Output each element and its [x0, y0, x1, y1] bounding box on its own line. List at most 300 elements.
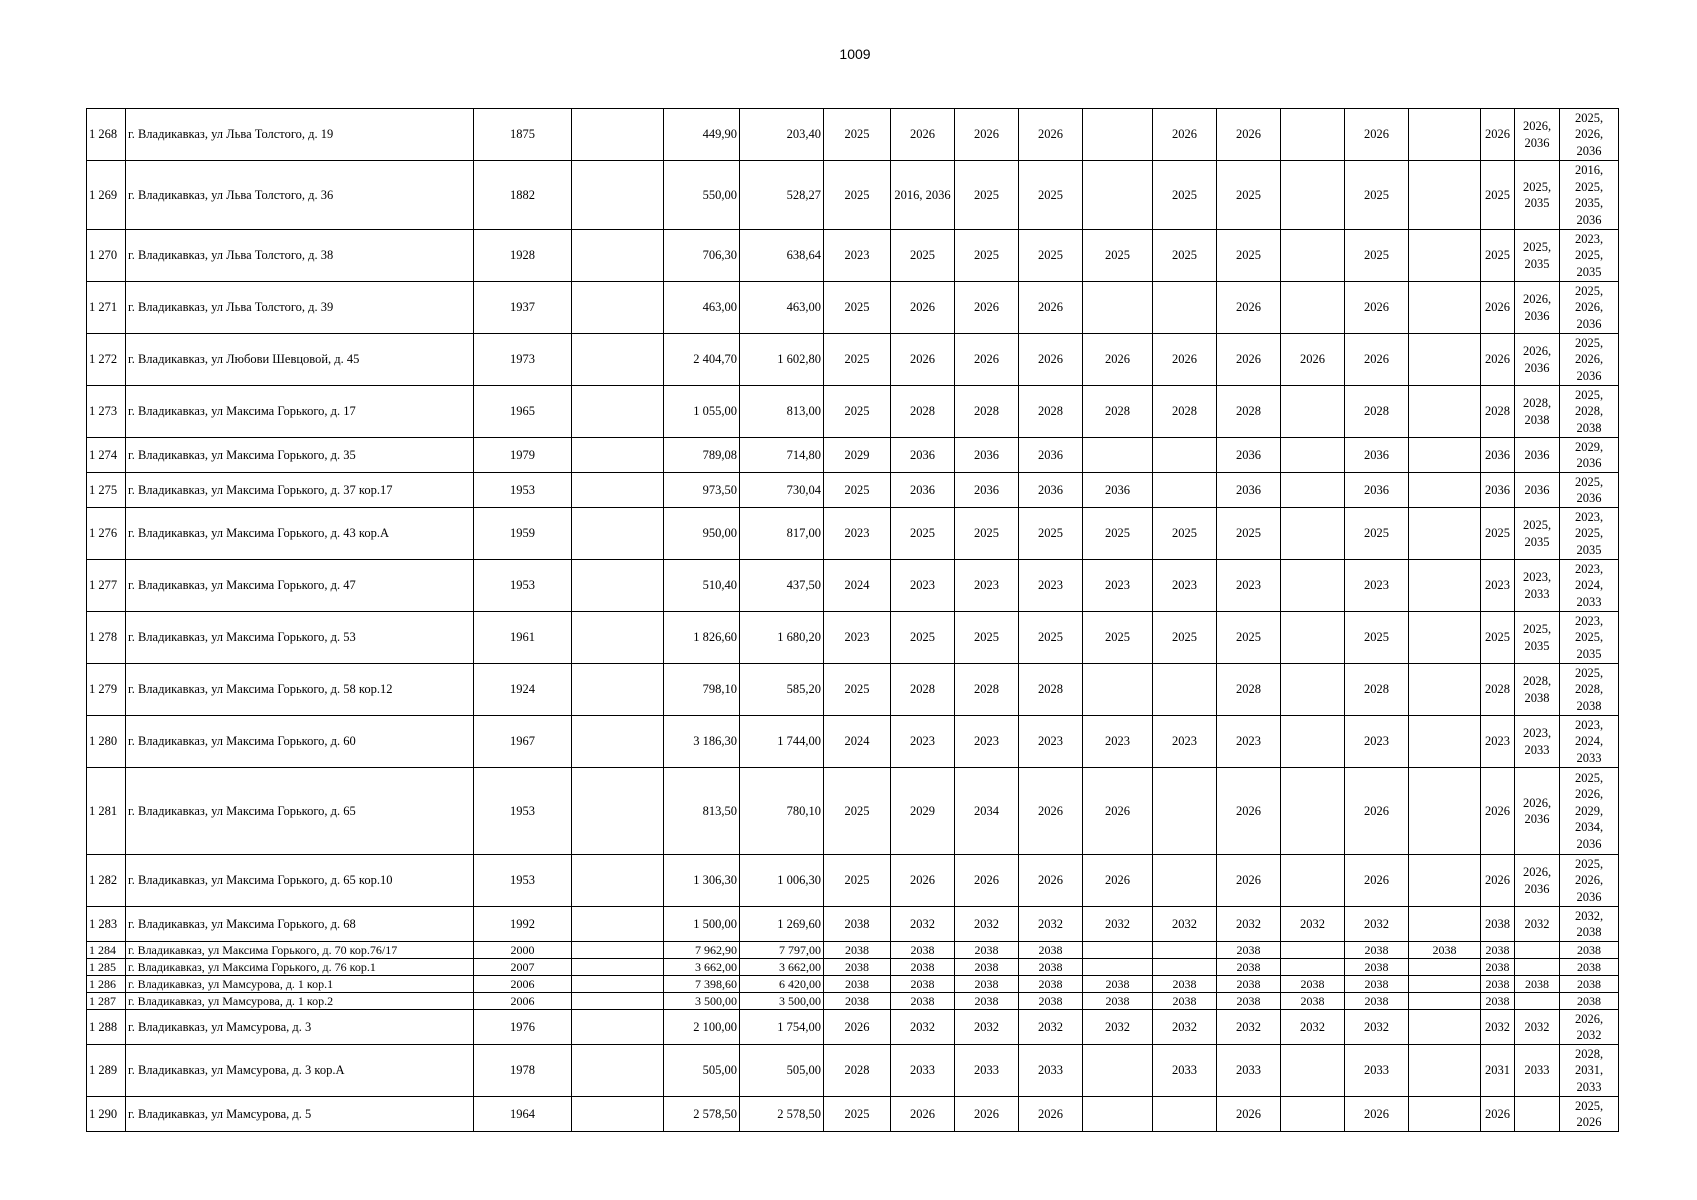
year-cell: 2026 — [1217, 768, 1281, 855]
year-cell: 2032 — [1515, 1010, 1560, 1045]
blank-cell — [572, 976, 664, 993]
build-year-cell: 1953 — [474, 855, 572, 907]
living-area-cell: 7 797,00 — [740, 942, 824, 959]
year-cell: 2038 — [1515, 976, 1560, 993]
year-cell — [1083, 161, 1153, 230]
year-cell: 2023, 2033 — [1515, 716, 1560, 768]
build-year-cell: 1928 — [474, 230, 572, 282]
row-number: 1 270 — [87, 230, 126, 282]
year-cell: 2025, 2035 — [1515, 612, 1560, 664]
year-cell: 2028 — [1481, 386, 1515, 438]
year-cell: 2025 — [1083, 230, 1153, 282]
year-cell — [1153, 1097, 1217, 1132]
build-year-cell: 1976 — [474, 1010, 572, 1045]
year-cell: 2032 — [1217, 907, 1281, 942]
table-row — [87, 560, 1619, 612]
address-cell: г. Владикавказ, ул Максима Горького, д. 47 — [126, 560, 474, 612]
year-cell: 2026 — [1345, 334, 1409, 386]
year-cell: 2033 — [1153, 1045, 1217, 1097]
year-cell: 2025 — [824, 334, 891, 386]
total-area-cell: 1 826,60 — [664, 612, 740, 664]
year-cell: 2028 — [824, 1045, 891, 1097]
year-cell — [1153, 282, 1217, 334]
year-cell: 2038 — [891, 942, 955, 959]
living-area-cell: 1 006,30 — [740, 855, 824, 907]
year-cell: 2038 — [824, 993, 891, 1010]
table-row — [87, 716, 1619, 768]
year-cell: 2023 — [1345, 560, 1409, 612]
year-cell — [1409, 230, 1481, 282]
year-cell: 2032 — [1083, 1010, 1153, 1045]
row-number: 1 271 — [87, 282, 126, 334]
year-cell: 2028 — [1153, 386, 1217, 438]
year-cell: 2016, 2025, 2035, 2036 — [1560, 161, 1619, 230]
year-cell: 2025 — [891, 508, 955, 560]
year-cell: 2026 — [955, 855, 1019, 907]
year-cell: 2038 — [1281, 976, 1345, 993]
year-cell: 2038 — [1019, 959, 1083, 976]
year-cell: 2025 — [1481, 161, 1515, 230]
year-cell: 2032 — [1281, 1010, 1345, 1045]
year-cell: 2023 — [1345, 716, 1409, 768]
year-cell: 2038 — [1560, 959, 1619, 976]
year-cell — [1409, 508, 1481, 560]
address-cell: г. Владикавказ, ул Максима Горького, д. 60 — [126, 716, 474, 768]
blank-cell — [572, 1010, 664, 1045]
year-cell: 2028 — [891, 664, 955, 716]
year-cell: 2038 — [824, 976, 891, 993]
year-cell: 2026 — [955, 334, 1019, 386]
blank-cell — [572, 473, 664, 508]
living-area-cell: 780,10 — [740, 768, 824, 855]
year-cell: 2038 — [891, 976, 955, 993]
total-area-cell: 3 186,30 — [664, 716, 740, 768]
year-cell: 2028, 2038 — [1515, 386, 1560, 438]
year-cell: 2025, 2026, 2036 — [1560, 334, 1619, 386]
year-cell — [1281, 664, 1345, 716]
year-cell: 2028 — [1345, 664, 1409, 716]
year-cell: 2023, 2033 — [1515, 560, 1560, 612]
year-cell: 2023 — [891, 560, 955, 612]
build-year-cell: 1964 — [474, 1097, 572, 1132]
living-area-cell: 1 602,80 — [740, 334, 824, 386]
year-cell — [1409, 386, 1481, 438]
row-number: 1 286 — [87, 976, 126, 993]
build-year-cell: 1953 — [474, 560, 572, 612]
year-cell: 2025 — [1217, 612, 1281, 664]
table-row — [87, 161, 1619, 230]
year-cell: 2025 — [824, 282, 891, 334]
year-cell: 2036 — [1019, 438, 1083, 473]
year-cell — [1153, 473, 1217, 508]
table-row — [87, 907, 1619, 942]
year-cell: 2025 — [824, 109, 891, 161]
year-cell — [1409, 473, 1481, 508]
year-cell: 2026 — [1345, 109, 1409, 161]
address-cell: г. Владикавказ, ул Максима Горького, д. 53 — [126, 612, 474, 664]
address-cell: г. Владикавказ, ул Любови Шевцовой, д. 45 — [126, 334, 474, 386]
blank-cell — [572, 1097, 664, 1132]
build-year-cell: 1953 — [474, 768, 572, 855]
year-cell: 2023 — [1019, 716, 1083, 768]
year-cell — [1153, 942, 1217, 959]
year-cell: 2023 — [1083, 716, 1153, 768]
year-cell: 2025 — [1153, 508, 1217, 560]
table-body — [87, 109, 1619, 1132]
table-row — [87, 993, 1619, 1010]
table-row — [87, 664, 1619, 716]
year-cell: 2025 — [1019, 230, 1083, 282]
year-cell: 2025 — [1345, 508, 1409, 560]
total-area-cell: 789,08 — [664, 438, 740, 473]
year-cell: 2038 — [1481, 976, 1515, 993]
year-cell: 2023, 2025, 2035 — [1560, 230, 1619, 282]
year-cell: 2038 — [1083, 993, 1153, 1010]
year-cell: 2031 — [1481, 1045, 1515, 1097]
blank-cell — [572, 993, 664, 1010]
year-cell: 2026 — [1481, 855, 1515, 907]
year-cell: 2025 — [1217, 161, 1281, 230]
row-number: 1 278 — [87, 612, 126, 664]
year-cell — [1409, 282, 1481, 334]
year-cell: 2038 — [1560, 942, 1619, 959]
year-cell — [1281, 508, 1345, 560]
build-year-cell: 1979 — [474, 438, 572, 473]
year-cell — [1281, 230, 1345, 282]
year-cell — [1281, 386, 1345, 438]
blank-cell — [572, 1045, 664, 1097]
year-cell: 2032 — [1153, 1010, 1217, 1045]
build-year-cell: 1978 — [474, 1045, 572, 1097]
living-area-cell: 463,00 — [740, 282, 824, 334]
living-area-cell: 1 680,20 — [740, 612, 824, 664]
year-cell: 2026 — [824, 1010, 891, 1045]
living-area-cell: 1 744,00 — [740, 716, 824, 768]
living-area-cell: 1 269,60 — [740, 907, 824, 942]
year-cell: 2023 — [824, 612, 891, 664]
build-year-cell: 2000 — [474, 942, 572, 959]
year-cell — [1409, 1010, 1481, 1045]
year-cell — [1083, 438, 1153, 473]
year-cell: 2028 — [955, 386, 1019, 438]
year-cell: 2028 — [1083, 386, 1153, 438]
total-area-cell: 1 055,00 — [664, 386, 740, 438]
year-cell: 2025, 2036 — [1560, 473, 1619, 508]
year-cell: 2028 — [1217, 664, 1281, 716]
living-area-cell: 2 578,50 — [740, 1097, 824, 1132]
year-cell: 2026 — [1083, 768, 1153, 855]
table-row — [87, 386, 1619, 438]
blank-cell — [572, 161, 664, 230]
build-year-cell: 1882 — [474, 161, 572, 230]
year-cell: 2029, 2036 — [1560, 438, 1619, 473]
table-row — [87, 473, 1619, 508]
year-cell: 2023 — [1153, 716, 1217, 768]
year-cell: 2036 — [1217, 438, 1281, 473]
year-cell: 2025 — [824, 664, 891, 716]
year-cell: 2026 — [1019, 282, 1083, 334]
total-area-cell: 798,10 — [664, 664, 740, 716]
address-cell: г. Владикавказ, ул Льва Толстого, д. 36 — [126, 161, 474, 230]
year-cell: 2025 — [1083, 612, 1153, 664]
year-cell: 2025 — [1153, 612, 1217, 664]
year-cell: 2025 — [1481, 508, 1515, 560]
year-cell: 2032 — [955, 907, 1019, 942]
year-cell: 2036 — [1345, 473, 1409, 508]
year-cell — [1281, 473, 1345, 508]
year-cell — [1409, 161, 1481, 230]
year-cell — [1153, 768, 1217, 855]
living-area-cell: 730,04 — [740, 473, 824, 508]
living-area-cell: 714,80 — [740, 438, 824, 473]
table-row — [87, 508, 1619, 560]
total-area-cell: 3 662,00 — [664, 959, 740, 976]
year-cell: 2028 — [1019, 386, 1083, 438]
address-cell: г. Владикавказ, ул Максима Горького, д. 17 — [126, 386, 474, 438]
table-row — [87, 438, 1619, 473]
blank-cell — [572, 612, 664, 664]
year-cell: 2026 — [1217, 1097, 1281, 1132]
address-cell: г. Владикавказ, ул Мамсурова, д. 5 — [126, 1097, 474, 1132]
total-area-cell: 3 500,00 — [664, 993, 740, 1010]
year-cell: 2038 — [891, 959, 955, 976]
year-cell — [1153, 438, 1217, 473]
year-cell — [1083, 959, 1153, 976]
year-cell — [1153, 855, 1217, 907]
year-cell: 2023, 2024, 2033 — [1560, 716, 1619, 768]
table-row — [87, 282, 1619, 334]
year-cell: 2023 — [824, 508, 891, 560]
row-number: 1 277 — [87, 560, 126, 612]
living-area-cell: 1 754,00 — [740, 1010, 824, 1045]
year-cell — [1281, 560, 1345, 612]
table-row — [87, 230, 1619, 282]
year-cell: 2028 — [1019, 664, 1083, 716]
year-cell: 2025, 2035 — [1515, 161, 1560, 230]
year-cell: 2032, 2038 — [1560, 907, 1619, 942]
year-cell: 2038 — [1560, 976, 1619, 993]
year-cell — [1409, 768, 1481, 855]
address-cell: г. Владикавказ, ул Льва Толстого, д. 19 — [126, 109, 474, 161]
year-cell — [1409, 959, 1481, 976]
year-cell — [1409, 334, 1481, 386]
year-cell: 2038 — [1560, 993, 1619, 1010]
year-cell: 2032 — [1019, 907, 1083, 942]
blank-cell — [572, 109, 664, 161]
year-cell: 2023 — [1083, 560, 1153, 612]
year-cell: 2023 — [1217, 560, 1281, 612]
address-cell: г. Владикавказ, ул Мамсурова, д. 3 кор.А — [126, 1045, 474, 1097]
year-cell: 2034 — [955, 768, 1019, 855]
year-cell: 2032 — [891, 1010, 955, 1045]
year-cell: 2038 — [824, 942, 891, 959]
year-cell: 2038 — [1019, 976, 1083, 993]
year-cell — [1281, 1045, 1345, 1097]
year-cell: 2038 — [1409, 942, 1481, 959]
year-cell — [1153, 664, 1217, 716]
year-cell: 2025 — [955, 161, 1019, 230]
living-area-cell: 3 500,00 — [740, 993, 824, 1010]
build-year-cell: 1992 — [474, 907, 572, 942]
year-cell — [1083, 1097, 1153, 1132]
year-cell: 2026 — [1019, 1097, 1083, 1132]
year-cell: 2038 — [891, 993, 955, 1010]
total-area-cell: 510,40 — [664, 560, 740, 612]
year-cell: 2026 — [1019, 855, 1083, 907]
living-area-cell: 3 662,00 — [740, 959, 824, 976]
year-cell: 2032 — [1345, 1010, 1409, 1045]
build-year-cell: 2007 — [474, 959, 572, 976]
blank-cell — [572, 282, 664, 334]
year-cell — [1409, 1045, 1481, 1097]
year-cell — [1281, 959, 1345, 976]
year-cell: 2028 — [891, 386, 955, 438]
year-cell: 2026 — [1345, 1097, 1409, 1132]
build-year-cell: 2006 — [474, 993, 572, 1010]
year-cell: 2033 — [891, 1045, 955, 1097]
year-cell: 2032 — [1153, 907, 1217, 942]
year-cell: 2024 — [824, 716, 891, 768]
year-cell: 2028, 2031, 2033 — [1560, 1045, 1619, 1097]
living-area-cell: 203,40 — [740, 109, 824, 161]
year-cell: 2025, 2035 — [1515, 230, 1560, 282]
year-cell: 2036 — [955, 438, 1019, 473]
year-cell — [1083, 109, 1153, 161]
year-cell — [1409, 976, 1481, 993]
year-cell: 2026, 2036 — [1515, 855, 1560, 907]
total-area-cell: 813,50 — [664, 768, 740, 855]
year-cell: 2032 — [1019, 1010, 1083, 1045]
year-cell: 2038 — [1481, 942, 1515, 959]
year-cell: 2024 — [824, 560, 891, 612]
year-cell: 2026, 2036 — [1515, 109, 1560, 161]
living-area-cell: 585,20 — [740, 664, 824, 716]
total-area-cell: 1 500,00 — [664, 907, 740, 942]
year-cell: 2026 — [955, 109, 1019, 161]
year-cell — [1409, 855, 1481, 907]
year-cell — [1083, 282, 1153, 334]
year-cell: 2038 — [1217, 976, 1281, 993]
year-cell: 2025, 2026 — [1560, 1097, 1619, 1132]
year-cell: 2026 — [1217, 334, 1281, 386]
year-cell: 2026 — [1153, 334, 1217, 386]
year-cell: 2025, 2026, 2029, 2034, 2036 — [1560, 768, 1619, 855]
year-cell: 2025 — [824, 161, 891, 230]
row-number: 1 287 — [87, 993, 126, 1010]
year-cell: 2032 — [1083, 907, 1153, 942]
blank-cell — [572, 942, 664, 959]
address-cell: г. Владикавказ, ул Максима Горького, д. 68 — [126, 907, 474, 942]
year-cell — [1409, 716, 1481, 768]
year-cell — [1515, 959, 1560, 976]
blank-cell — [572, 907, 664, 942]
year-cell — [1281, 716, 1345, 768]
year-cell: 2023 — [955, 560, 1019, 612]
year-cell: 2026 — [1083, 855, 1153, 907]
table-row — [87, 612, 1619, 664]
year-cell: 2026 — [891, 1097, 955, 1132]
address-cell: г. Владикавказ, ул Максима Горького, д. 65 — [126, 768, 474, 855]
blank-cell — [572, 438, 664, 473]
total-area-cell: 505,00 — [664, 1045, 740, 1097]
year-cell: 2026 — [1481, 109, 1515, 161]
year-cell: 2036 — [891, 438, 955, 473]
blank-cell — [572, 664, 664, 716]
year-cell — [1281, 438, 1345, 473]
year-cell: 2032 — [891, 907, 955, 942]
blank-cell — [572, 855, 664, 907]
year-cell — [1281, 768, 1345, 855]
year-cell: 2038 — [1345, 976, 1409, 993]
year-cell: 2025 — [824, 768, 891, 855]
year-cell: 2032 — [1217, 1010, 1281, 1045]
blank-cell — [572, 230, 664, 282]
year-cell: 2038 — [1481, 907, 1515, 942]
year-cell: 2029 — [824, 438, 891, 473]
row-number: 1 275 — [87, 473, 126, 508]
total-area-cell: 2 578,50 — [664, 1097, 740, 1132]
year-cell — [1281, 282, 1345, 334]
year-cell: 2026 — [1083, 334, 1153, 386]
total-area-cell: 706,30 — [664, 230, 740, 282]
year-cell: 2032 — [1281, 907, 1345, 942]
year-cell: 2025 — [1019, 612, 1083, 664]
year-cell: 2025, 2028, 2038 — [1560, 386, 1619, 438]
year-cell: 2025 — [955, 230, 1019, 282]
year-cell: 2026 — [1019, 334, 1083, 386]
living-area-cell: 813,00 — [740, 386, 824, 438]
year-cell: 2023 — [891, 716, 955, 768]
year-cell: 2023 — [1481, 716, 1515, 768]
build-year-cell: 1965 — [474, 386, 572, 438]
year-cell: 2026 — [1217, 109, 1281, 161]
year-cell: 2038 — [1345, 993, 1409, 1010]
year-cell: 2032 — [955, 1010, 1019, 1045]
year-cell: 2033 — [1217, 1045, 1281, 1097]
year-cell: 2023 — [1019, 560, 1083, 612]
year-cell: 2023 — [1481, 560, 1515, 612]
address-cell: г. Владикавказ, ул Максима Горького, д. 65 кор.10 — [126, 855, 474, 907]
year-cell: 2026 — [891, 334, 955, 386]
living-area-cell: 6 420,00 — [740, 976, 824, 993]
year-cell: 2026, 2036 — [1515, 334, 1560, 386]
table-row — [87, 1097, 1619, 1132]
year-cell: 2036 — [1083, 473, 1153, 508]
year-cell: 2025 — [955, 508, 1019, 560]
total-area-cell: 2 100,00 — [664, 1010, 740, 1045]
year-cell: 2038 — [955, 993, 1019, 1010]
year-cell: 2023, 2024, 2033 — [1560, 560, 1619, 612]
row-number: 1 268 — [87, 109, 126, 161]
year-cell: 2028, 2038 — [1515, 664, 1560, 716]
total-area-cell: 973,50 — [664, 473, 740, 508]
year-cell: 2025, 2026, 2036 — [1560, 109, 1619, 161]
year-cell: 2023 — [824, 230, 891, 282]
year-cell: 2026 — [1019, 768, 1083, 855]
year-cell: 2038 — [955, 959, 1019, 976]
year-cell: 2038 — [1019, 942, 1083, 959]
year-cell: 2025 — [1481, 230, 1515, 282]
year-cell: 2025 — [824, 1097, 891, 1132]
year-cell: 2025 — [955, 612, 1019, 664]
year-cell — [1281, 1097, 1345, 1132]
year-cell — [1281, 942, 1345, 959]
year-cell: 2025 — [891, 612, 955, 664]
year-cell: 2033 — [1019, 1045, 1083, 1097]
year-cell: 2025 — [1481, 612, 1515, 664]
build-year-cell: 1937 — [474, 282, 572, 334]
build-year-cell: 2006 — [474, 976, 572, 993]
